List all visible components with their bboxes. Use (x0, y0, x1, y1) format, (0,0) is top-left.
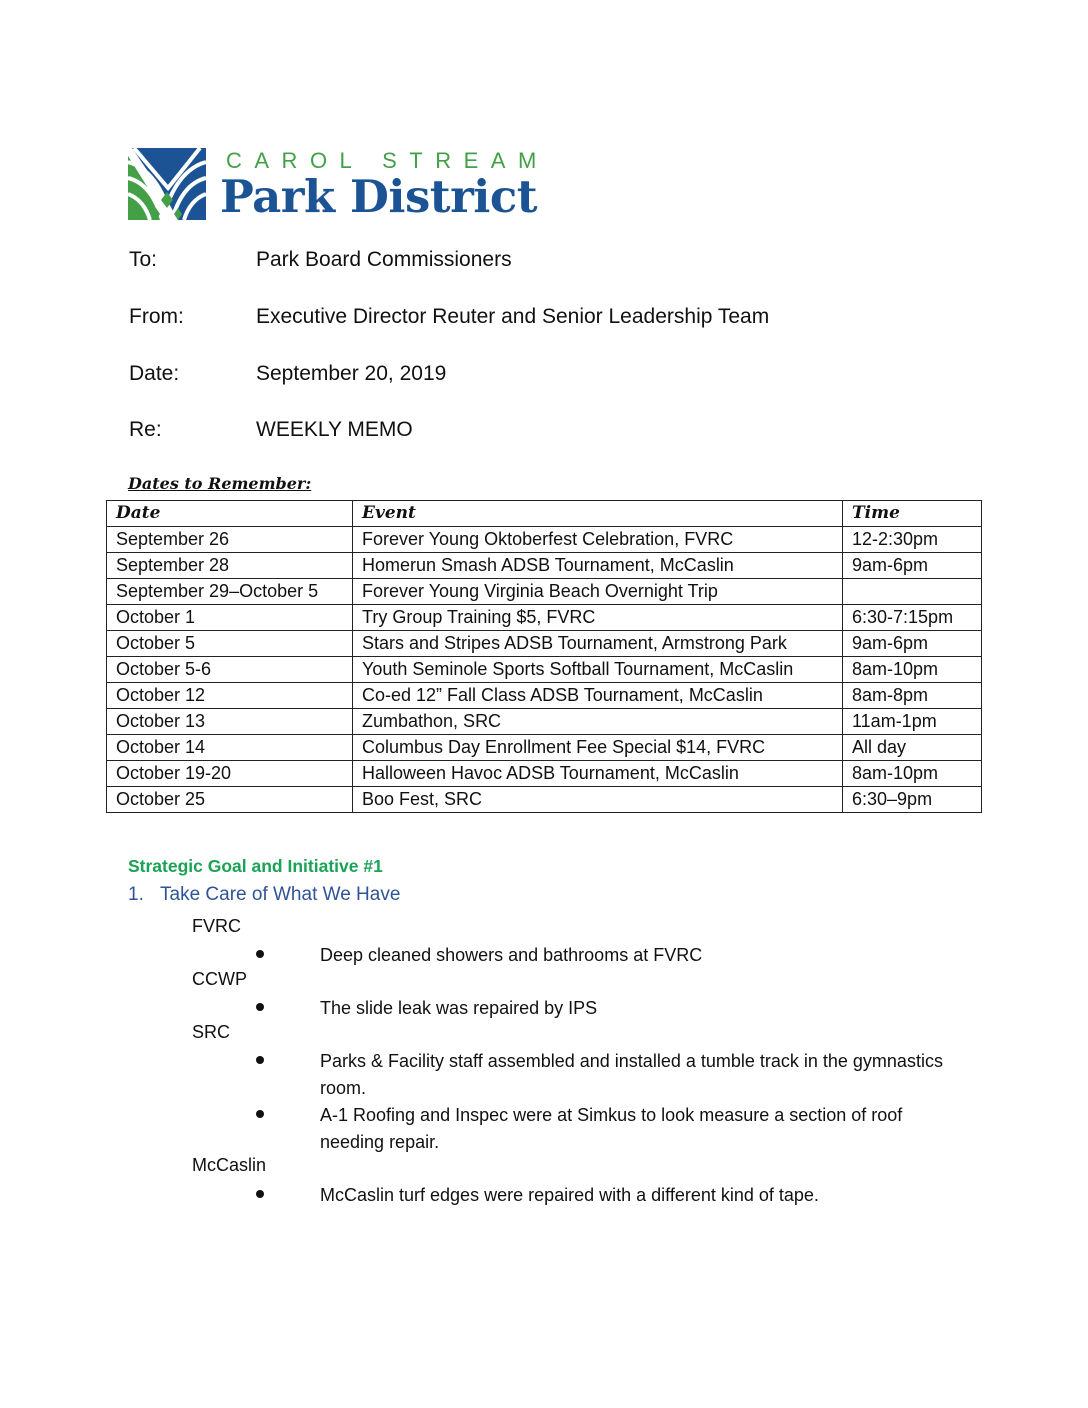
strategic-item (128, 884, 400, 906)
cell-time: All day (843, 735, 982, 761)
events-table-row (107, 527, 982, 553)
cell-date: September 29–October 5 (107, 579, 353, 605)
cell-time: 11am-1pm (843, 709, 982, 735)
column-header-time: Time (843, 501, 982, 527)
park-district-logo-icon (128, 148, 206, 220)
cell-date: October 5-6 (107, 657, 353, 683)
events-table (106, 500, 982, 813)
cell-event: Boo Fest, SRC (353, 787, 843, 813)
memo-from-row (129, 305, 769, 329)
cell-date: October 14 (107, 735, 353, 761)
cell-event: Youth Seminole Sports Softball Tournament, McCaslin (353, 657, 843, 683)
bullet-icon (256, 1190, 264, 1198)
cell-time: 6:30-7:15pm (843, 605, 982, 631)
cell-time (843, 579, 982, 605)
cell-time: 8am-8pm (843, 683, 982, 709)
memo-from-value: Executive Director Reuter and Senior Leadership Team (256, 305, 770, 328)
facility-src: SRC (192, 1022, 231, 1042)
bullet-icon (256, 1056, 264, 1064)
cell-event: Try Group Training $5, FVRC (353, 605, 843, 631)
bullet-text: Deep cleaned showers and bathrooms at FVRC (320, 945, 703, 965)
facility-mccaslin: McCaslin (192, 1155, 267, 1175)
events-table-row (107, 579, 982, 605)
memo-date-row (129, 362, 446, 386)
column-header-event: Event (353, 501, 843, 527)
facility-ccwp: CCWP (192, 969, 247, 989)
cell-date: October 25 (107, 787, 353, 813)
bullet-icon (256, 1003, 264, 1011)
column-header-date: Date (107, 501, 353, 527)
memo-to-value: Park Board Commissioners (256, 248, 512, 271)
bullet-text: McCaslin turf edges were repaired with a different kind of tape. (320, 1185, 819, 1205)
cell-date: October 19-20 (107, 761, 353, 787)
cell-event: Forever Young Virginia Beach Overnight Trip (353, 579, 843, 605)
cell-date: September 26 (107, 527, 353, 553)
bullet-icon (256, 1110, 264, 1118)
cell-time: 12-2:30pm (843, 527, 982, 553)
memo-from-label: From: (129, 305, 184, 328)
cell-time: 9am-6pm (843, 631, 982, 657)
cell-time: 9am-6pm (843, 553, 982, 579)
cell-date: October 5 (107, 631, 353, 657)
cell-time: 8am-10pm (843, 761, 982, 787)
bullet-text: Parks & Facility staff assembled and installed a tumble track in the gymnastics room. (320, 1051, 943, 1098)
memo-re-value: WEEKLY MEMO (256, 418, 413, 441)
events-table-row (107, 735, 982, 761)
events-table-row (107, 683, 982, 709)
events-table-row (107, 605, 982, 631)
cell-date: October 12 (107, 683, 353, 709)
memo-to-row (129, 248, 512, 272)
cell-event: Homerun Smash ADSB Tournament, McCaslin (353, 553, 843, 579)
strategic-item-label: Take Care of What We Have (160, 884, 401, 905)
strategic-item-number: 1. (128, 884, 144, 905)
logo-wordmark (220, 148, 560, 223)
events-table-row (107, 709, 982, 735)
logo-bottom-text: Park District (220, 170, 538, 223)
facility-fvrc: FVRC (192, 916, 241, 936)
events-table-header-row (107, 501, 982, 527)
events-table-row (107, 787, 982, 813)
cell-event: Stars and Stripes ADSB Tournament, Armstrong Park (353, 631, 843, 657)
events-table-row (107, 553, 982, 579)
bullet-text: A-1 Roofing and Inspec were at Simkus to look measure a section of roof needing repair. (320, 1105, 903, 1152)
memo-date-value: September 20, 2019 (256, 362, 447, 385)
events-table-row (107, 631, 982, 657)
memo-to-label: To: (129, 248, 158, 271)
cell-event: Co-ed 12” Fall Class ADSB Tournament, McCaslin (353, 683, 843, 709)
cell-time: 6:30–9pm (843, 787, 982, 813)
cell-time: 8am-10pm (843, 657, 982, 683)
cell-event: Halloween Havoc ADSB Tournament, McCaslin (353, 761, 843, 787)
memo-re-label: Re: (129, 418, 162, 441)
dates-to-remember-title: Dates to Remember: (128, 474, 312, 493)
memo-date-label: Date: (129, 362, 180, 385)
cell-date: October 13 (107, 709, 353, 735)
cell-date: September 28 (107, 553, 353, 579)
bullet-icon (256, 950, 264, 958)
park-district-logo (128, 148, 560, 223)
bullet-text: The slide leak was repaired by IPS (320, 998, 598, 1018)
strategic-goal-title: Strategic Goal and Initiative #1 (128, 856, 383, 876)
events-table-body (107, 527, 982, 813)
cell-event: Forever Young Oktoberfest Celebration, FVRC (353, 527, 843, 553)
logo-top-text: CAROL STREAM (226, 148, 549, 173)
cell-date: October 1 (107, 605, 353, 631)
memo-re-row (129, 418, 413, 442)
cell-event: Zumbathon, SRC (353, 709, 843, 735)
events-table-row (107, 657, 982, 683)
cell-event: Columbus Day Enrollment Fee Special $14, FVRC (353, 735, 843, 761)
events-table-row (107, 761, 982, 787)
